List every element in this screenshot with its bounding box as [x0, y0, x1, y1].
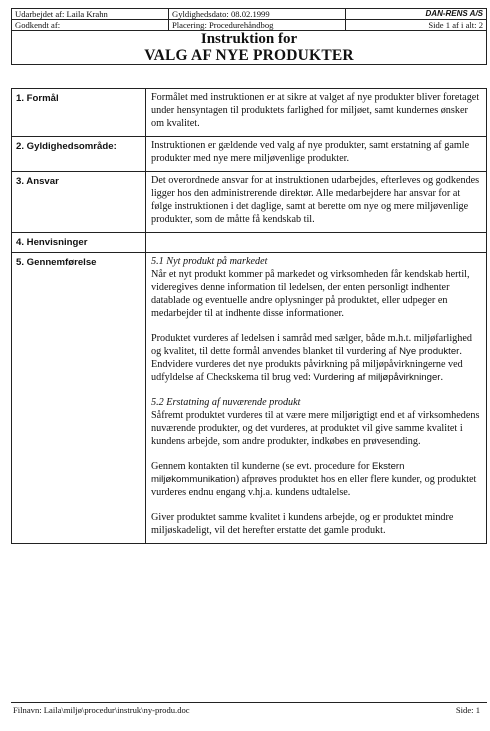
approved-by-cell: Godkendt af: [12, 20, 169, 31]
section-label: 3. Ansvar [12, 172, 146, 233]
title-cell [12, 31, 487, 65]
placement-cell: Placering: Procedurehåndbog [169, 20, 346, 31]
customer-test-text-b: ) afprøves produktet hos en eller flere kunder, og produktet vurderes endnu engang v.hj.a. kundens udtalelse. [151, 474, 477, 498]
header-row-2 [12, 20, 487, 31]
paragraph-replacement: Såfremt produktet vurderes til at være mere miljørigtigt end et af virksomhedens nuværende produkter, og det vurderes, at produktet vil give samme kvalitet i kundens arbejde, som andre produkter, indkøbes en prøvesending. [151, 410, 480, 447]
section-gyldighedsomraade [12, 137, 487, 172]
section-gennemfoerelse [12, 253, 487, 544]
subsection-heading-new-product: 5.1 Nyt produkt på markedet [151, 256, 268, 267]
assessment-text-a: Produktet vurderes af ledelsen i samråd med sælger, både m.h.t. miljøfarlighed og kvalitet, til dette formål anvendes blanket til vurdering af [151, 333, 472, 357]
footer-divider [11, 702, 487, 703]
responsibility-text: Det overordnede ansvar for at instruktionen udarbejdes, efterleves og godkendes ligger hos den administrerende direktør. Alle medarbejdere har ansvar for at følge instruktionen i det daglige, samt at berette om nye og mere miljøvenlige produkter, som de måtte få kendskab til. [151, 175, 480, 225]
author-cell: Udarbejdet af: Laila Krahn [12, 9, 169, 20]
document-title-line2: VALG AF NYE PRODUKTER [144, 47, 354, 64]
header-table [11, 8, 487, 65]
document-title-line1: Instruktion for [200, 31, 298, 47]
subsection-heading-replacement: 5.2 Erstatning af nuværende produkt [151, 397, 301, 408]
assessment-text-b: . Endvidere vurderes det nye produkts påvirkning på miljøpåvirkningerne ved udfyldelse af Checkskema til brug ved: [151, 346, 463, 383]
section-text [146, 172, 487, 233]
purpose-text: Formålet med instruktionen er at sikre at valget af nye produkter bliver foretaget under hensyntagen til produktets farlighed for miljøet, samt kundernes ønsker om kvalitet. [151, 92, 480, 129]
customer-test-text-a: Gennem kontakten til kunderne (se evt. procedure for [151, 461, 372, 472]
form-name-new-products: Nye produkter [399, 346, 460, 357]
section-text-empty [146, 233, 487, 253]
section-text [146, 253, 487, 544]
instruction-table [11, 88, 487, 544]
scope-text: Instruktionen er gældende ved valg af nye produkter, samt erstatning af gamle produkter med nye mere miljøvenlige produkter. [151, 140, 470, 164]
paragraph-assessment [151, 332, 482, 384]
paragraph-new-product: Når et nyt produkt kommer på markedet og virksomheden får kendskab hertil, videregives denne information til ledelsen, der enten personligt indhenter datablade og eventuelle andre oplysninger på produktet, eller udpeger en medarbejder til at indhente disse informationer. [151, 269, 470, 319]
page-count-cell: Side 1 af i alt: 2 [346, 20, 487, 31]
title-row [12, 31, 487, 65]
section-label: 4. Henvisninger [12, 233, 146, 253]
footer-filename: Filnavn: Laila\miljø\procedur\instruk\ny-produ.doc [13, 705, 190, 715]
section-henvisninger [12, 233, 487, 253]
section-text [146, 137, 487, 172]
paragraph-customer-test [151, 460, 482, 499]
footer-page: Side: 1 [455, 705, 480, 715]
section-ansvar [12, 172, 487, 233]
section-label: 5. Gennemførelse [12, 253, 146, 544]
validity-date-cell: Gyldighedsdato: 08.02.1999 [169, 9, 346, 20]
form-name-environmental-impact: Vurdering af miljøpåvirkninger [313, 372, 441, 383]
header-row-1 [12, 9, 487, 20]
section-label: 2. Gyldighedsområde: [12, 137, 146, 172]
section-text [146, 89, 487, 137]
section-label: 1. Formål [12, 89, 146, 137]
company-cell: DAN-RENS A/S [346, 9, 487, 20]
procedure-reference: Ekstern miljøkommunikation [151, 461, 405, 485]
section-formaal [12, 89, 487, 137]
paragraph-conclusion: Giver produktet samme kvalitet i kundens arbejde, og er produktet mindre miljøskadeligt, vil det herefter erstatte det gamle produkt. [151, 512, 454, 536]
assessment-text-c: . [440, 372, 444, 383]
